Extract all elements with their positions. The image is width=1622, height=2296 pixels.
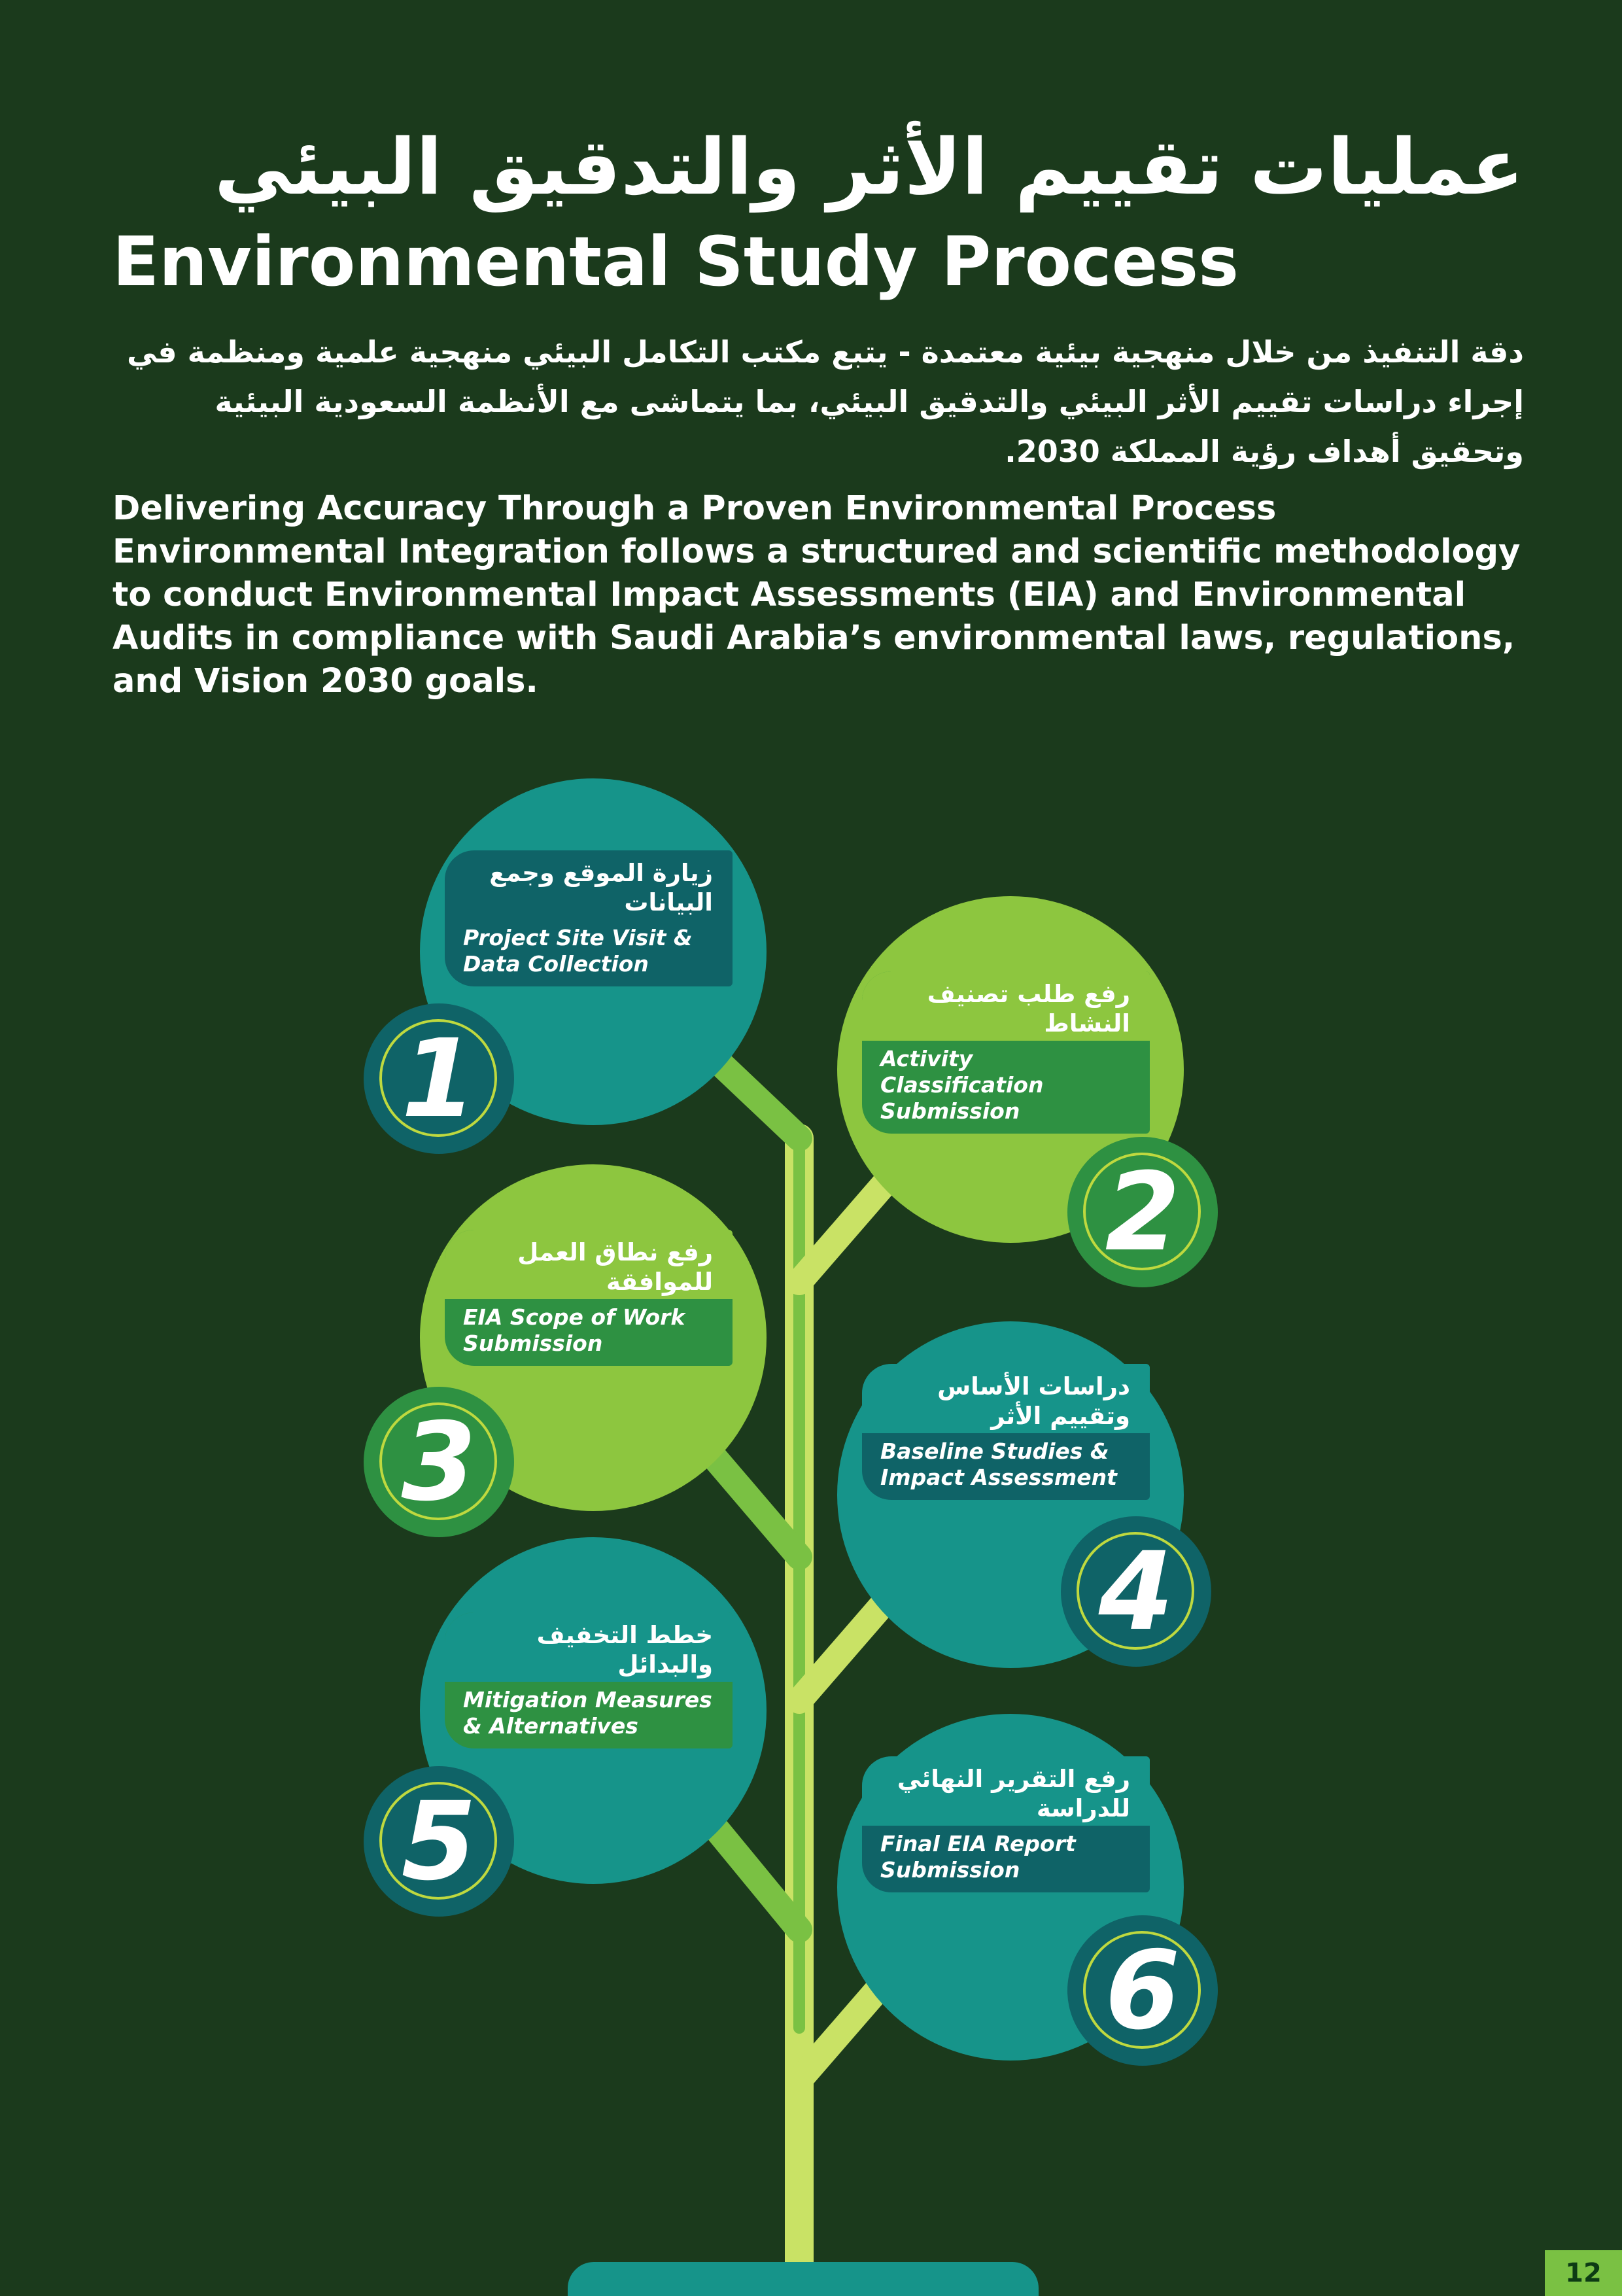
step-3-title-arabic: رفع نطاق العمل للموافقة [445,1230,733,1299]
step-2-number: 2 [1105,1149,1181,1275]
step-1-number: 1 [401,1016,477,1141]
step-1-number-badge [364,1003,514,1154]
intro-paragraph-arabic: دقة التنفيذ من خلال منهجية بيئية معتمدة - يتبع مكتب التكامل البيئي منهجية علمية ومنظمة في إجراء دراسات تقييم الأثر البيئي والتدقيق البيئي، بما يتماشى مع الأنظمة السعودية البيئية وتحقيق أهداف رؤية المملكة 2030. [126,334,1524,469]
step-5-number-badge [364,1766,514,1917]
step-6-number-badge [1067,1915,1218,2066]
page-title-arabic: عمليات تقييم الأثر والتدقيق البيئي [214,122,1524,212]
step-4-number-badge [1061,1516,1211,1667]
step-6-number: 6 [1105,1928,1181,2053]
step-2-title-arabic: رفع طلب تصنيف النشاط [862,971,1150,1041]
step-6-label [862,1756,1150,1892]
step-6-title-english: Final EIA Report Submission [880,1831,1076,1883]
step-1-title-arabic: زيارة الموقع وجمع البيانات [489,859,713,916]
intro-paragraph-english: Delivering Accuracy Through a Proven Environmental Process Environmental Integration follows a structured and scientific methodology to conduct Environmental Impact Assessments (EIA) and Environmental Audits in compliance with Saudi Arabia’s environmental laws, regulations, and Vision 2030 goals. [112,489,1521,701]
step-5-title-arabic: خطط التخفيف والبدائل [445,1612,733,1682]
page-number: 12 [1545,2250,1622,2296]
step-5-number: 5 [401,1779,477,1904]
step-1-label [445,850,733,986]
step-3-label [445,1230,733,1366]
step-5-title-english: Mitigation Measures & Alternatives [463,1687,712,1739]
step-4-title-english: Baseline Studies & Impact Assessment [880,1438,1117,1490]
step-4-number: 4 [1098,1529,1174,1654]
step-2-number-badge [1067,1137,1218,1287]
step-2-title-english: Activity Classification Submission [880,1046,1044,1124]
step-1-title-english: Project Site Visit & Data Collection [463,925,693,977]
step-4-title-arabic: دراسات الأساس وتقييم الأثر [862,1364,1150,1433]
step-6-title-arabic: رفع التقرير النهائي للدراسة [862,1756,1150,1826]
step-3-number-badge [364,1387,514,1537]
step-5-label [445,1612,733,1748]
step-3-title-english: EIA Scope of Work Submission [463,1304,685,1356]
step-4-label [862,1364,1150,1500]
step-2-label [862,971,1150,1134]
bottom-decorative-bar [568,2262,1039,2296]
page-title-english: Environmental Study Process [112,222,1239,302]
step-3-number: 3 [401,1399,477,1525]
